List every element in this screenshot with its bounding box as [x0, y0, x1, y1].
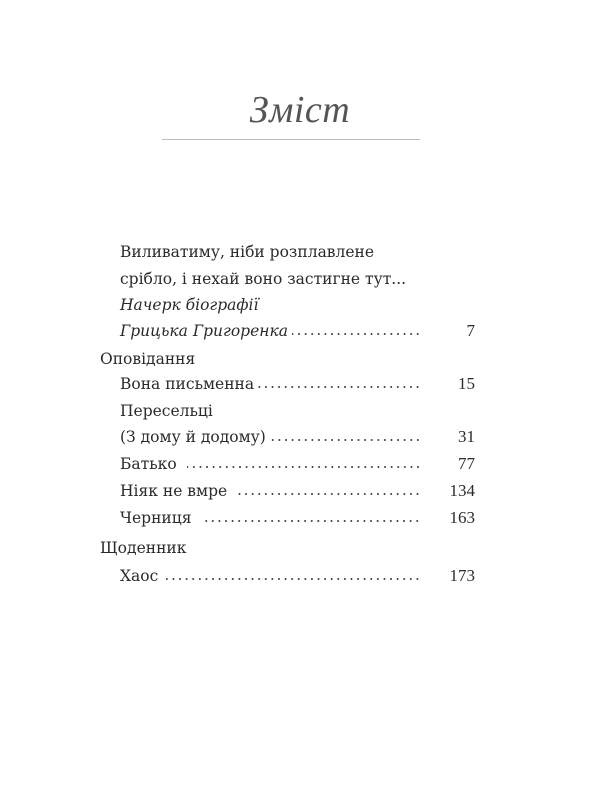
toc-intro-line-1 — [120, 240, 475, 264]
section-heading-stories: Оповідання — [100, 350, 196, 368]
dot-leader — [270, 436, 421, 442]
page-number: 173 — [449, 566, 475, 585]
toc-intro-subtitle-1 — [120, 293, 475, 317]
dot-leader — [292, 330, 421, 336]
toc-entry-intro[interactable] — [120, 319, 475, 343]
title-rule — [162, 139, 420, 140]
page-number: 7 — [466, 321, 475, 340]
toc-text: (З дому й додому) — [120, 428, 266, 446]
toc-text: Черниця — [120, 509, 192, 527]
dot-leader — [258, 383, 421, 389]
toc-text: Хаос — [120, 567, 159, 585]
dot-leader — [237, 490, 421, 496]
toc-entry[interactable] — [120, 425, 475, 449]
dot-leader — [201, 517, 421, 523]
page-number: 77 — [458, 454, 475, 473]
toc-text: Вона письменна — [120, 375, 255, 393]
toc-entry[interactable] — [120, 452, 475, 476]
page-number: 31 — [458, 427, 475, 446]
toc-entry[interactable] — [120, 479, 475, 503]
section-heading-diary: Щоденник — [100, 539, 187, 557]
toc-text: Виливатиму, ніби розплавлене — [120, 243, 375, 261]
toc-entry[interactable] — [120, 506, 475, 530]
toc-text: Ніяк не вмре — [120, 482, 228, 500]
toc-text: Начерк біографії — [120, 296, 259, 314]
dot-leader — [187, 463, 421, 469]
dot-leader — [162, 575, 421, 581]
toc-entry[interactable] — [120, 564, 475, 588]
toc-entry-line — [120, 399, 475, 423]
toc-text: Грицька Григоренка — [120, 322, 288, 340]
toc-text: Пересельці — [120, 402, 213, 420]
toc-intro-line-2 — [120, 267, 475, 291]
toc-text: срібло, і нехай воно застигне тут... — [120, 270, 407, 288]
toc-entry[interactable] — [120, 372, 475, 396]
toc-text: Батько — [120, 455, 177, 473]
page-number: 163 — [449, 508, 475, 527]
page-number: 15 — [458, 374, 475, 393]
page-number: 134 — [449, 481, 475, 500]
page-title: Зміст — [249, 89, 351, 131]
